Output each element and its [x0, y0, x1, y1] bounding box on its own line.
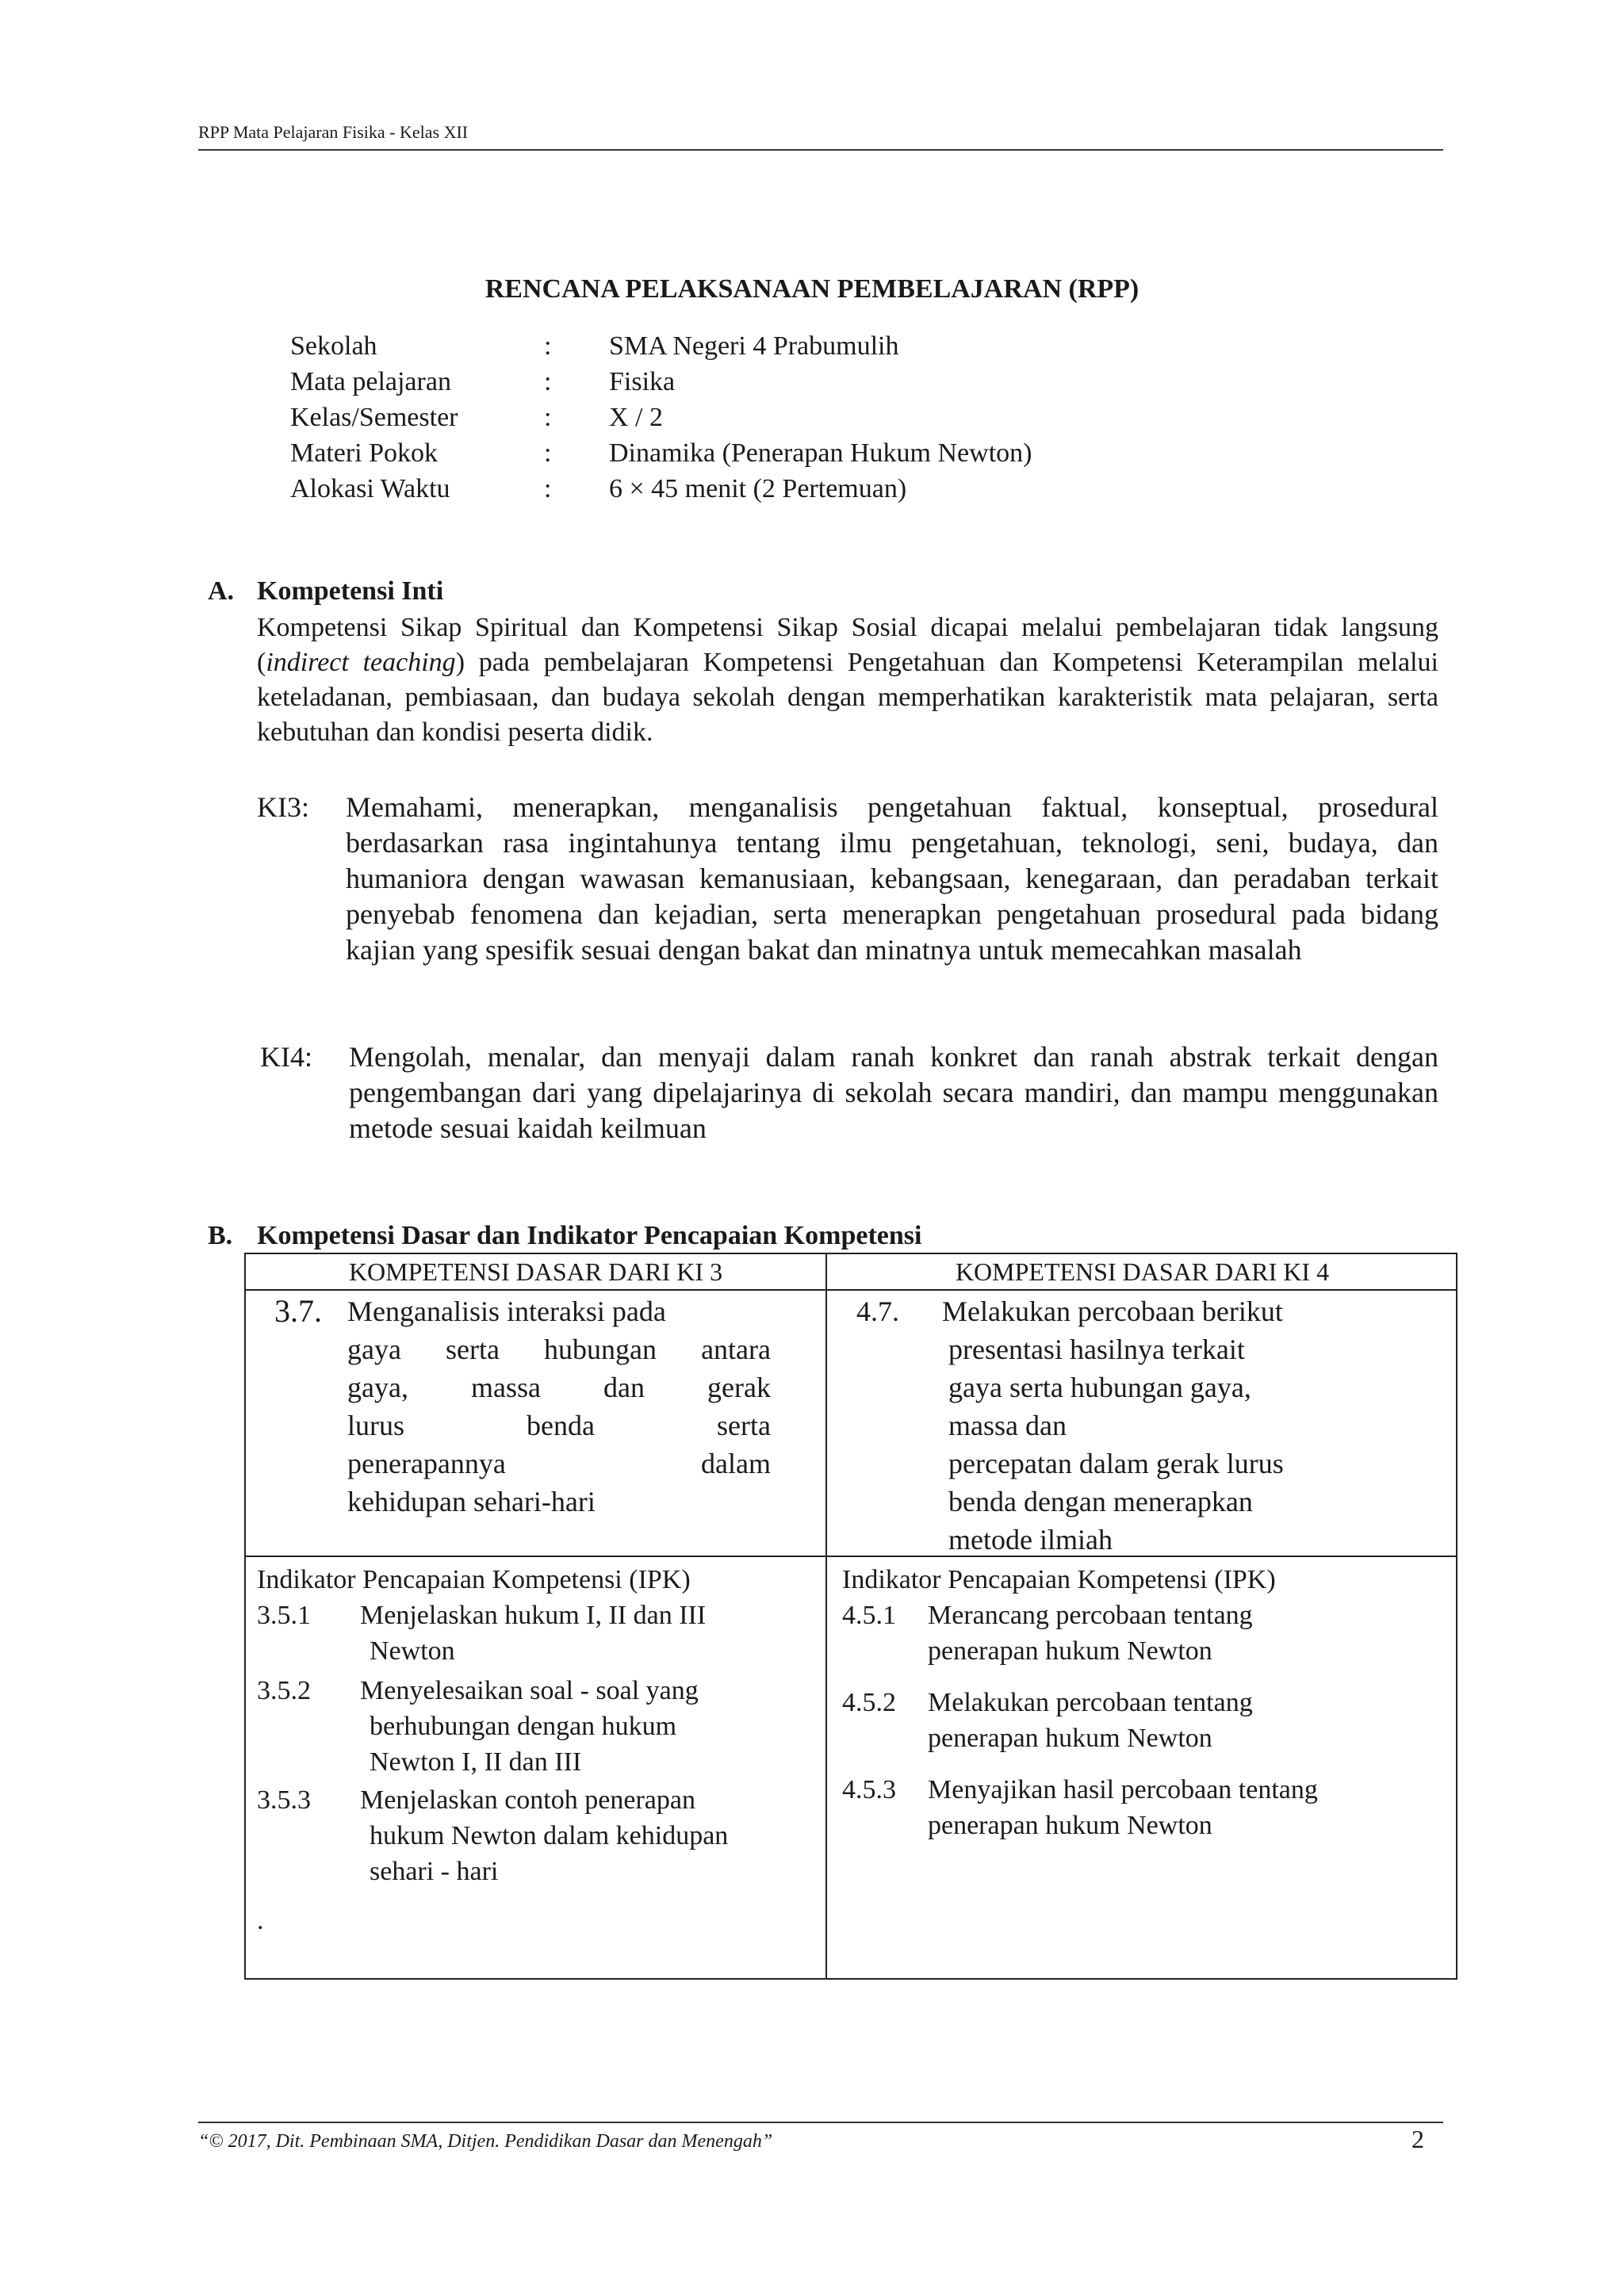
identity-label: Materi Pokok: [290, 438, 439, 468]
identity-separator: :: [544, 367, 552, 396]
identity-value: X / 2: [609, 403, 663, 432]
ipk-text: [928, 1598, 1443, 1669]
ipk3-cell: [257, 1562, 820, 1974]
ki4-item: [257, 1039, 1438, 1146]
identity-row-class: [290, 400, 1032, 435]
identity-value: Fisika: [609, 367, 676, 396]
kd4-line: metode ilmiah: [948, 1524, 1113, 1556]
kd3-text: [347, 1292, 771, 1521]
ipk-line: Newton: [370, 1636, 455, 1666]
ipk-number: 4.5.2: [842, 1688, 896, 1717]
kd4-text: [856, 1292, 1443, 1559]
ipk-line: Menyelesaikan soal - soal yang: [360, 1676, 699, 1705]
identity-label: Mata pelajaran: [290, 367, 451, 396]
kd3-line: gaya, massa dan gerak: [347, 1372, 771, 1403]
kd3-line: gaya serta hubungan antara: [347, 1334, 771, 1365]
ki4-column-header: KOMPETENSI DASAR DARI KI 4: [955, 1257, 1330, 1286]
ki3-item: [257, 790, 1438, 968]
kd3-number: 3.7.: [274, 1293, 322, 1329]
identity-row-subject: [290, 364, 1032, 400]
kd4-line: presentasi hasilnya terkait: [948, 1334, 1245, 1365]
identity-value: SMA Negeri 4 Prabumulih: [609, 331, 899, 361]
section-b-title: Kompetensi Dasar dan Indikator Pencapaian Kompetensi: [257, 1221, 922, 1250]
intro-text-italic: indirect teaching: [266, 648, 456, 677]
ipk3-header: Indikator Pencapaian Kompetensi (IPK): [257, 1565, 691, 1594]
identity-row-time: [290, 471, 1032, 507]
ipk-line: Menyajikan hasil percobaan tentang: [928, 1775, 1318, 1804]
section-a-intro-paragraph: [257, 610, 1438, 750]
ipk-line: hukum Newton dalam kehidupan: [370, 1821, 729, 1850]
ipk-line: Melakukan percobaan tentang: [928, 1688, 1253, 1717]
ipk-number: 4.5.1: [842, 1601, 896, 1630]
identity-label: Kelas/Semester: [290, 403, 458, 432]
section-a-heading: [208, 576, 443, 607]
running-header: RPP Mata Pelajaran Fisika - Kelas XII: [198, 122, 469, 142]
identity-value: Dinamika (Penerapan Hukum Newton): [609, 438, 1032, 468]
ipk-text: [928, 1685, 1443, 1756]
section-a-letter: A.: [208, 576, 235, 606]
ipk4-cell: [842, 1562, 1445, 1974]
identity-separator: :: [544, 438, 552, 468]
ipk-number: 3.5.3: [257, 1785, 311, 1815]
ki3-text: Memahami, menerapkan, menganalisis pengetahuan faktual, konseptual, prosedural berdasarkan rasa ingintahunya tentang ilmu pengetahuan, teknologi, seni, budaya, dan humaniora dengan wawasan kemanusiaan, kebangsaan, kenegaraan, dan peradaban terkait penyebab fenomena dan kejadian, serta menerapkan pengetahuan prosedural pada bidang kajian yang spesifik sesuai dengan bakat dan minatnya untuk memecahkan masalah: [346, 791, 1438, 966]
kd3-line: lurus benda serta: [347, 1410, 771, 1441]
kd3-line: Menganalisis interaksi pada: [347, 1295, 666, 1327]
footer-copyright: “© 2017, Dit. Pembinaan SMA, Ditjen. Pendidikan Dasar dan Menengah”: [198, 2131, 773, 2152]
ki3-label: KI3:: [257, 791, 309, 823]
intro-text-start: Kompetensi Sikap Spiritual dan Kompetensi Sikap Sosial dicapai melalui pembelajaran tidak langsung (: [257, 613, 1438, 677]
document-title: RENCANA PELAKSANAAN PEMBELAJARAN (RPP): [485, 274, 1139, 304]
identity-value: 6 × 45 menit (2 Pertemuan): [609, 474, 907, 503]
ipk-number: 4.5.3: [842, 1775, 896, 1804]
page-number: 2: [1411, 2125, 1424, 2153]
footer-divider: [198, 2122, 1443, 2123]
identity-separator: :: [544, 474, 552, 503]
ipk-text: [928, 1772, 1443, 1843]
ipk-line: Menjelaskan hukum I, II dan III: [360, 1601, 707, 1630]
intro-text-end: ) pada pembelajaran Kompetensi Pengetahuan dan Kompetensi Keterampilan melalui keteladanan, pembiasaan, dan budaya sekolah dengan memperhatikan karakteristik mata pelajaran, serta kebutuhan dan kondisi peserta didik.: [257, 648, 1438, 747]
kd4-line: Melakukan percobaan berikut: [942, 1295, 1283, 1327]
kd3-line: penerapannya dalam: [347, 1448, 771, 1479]
identity-table: [290, 328, 1032, 507]
ipk-text: [360, 1782, 820, 1889]
kd4-line: massa dan: [948, 1410, 1067, 1441]
ki4-label: KI4:: [260, 1041, 312, 1073]
ki3-column-header: KOMPETENSI DASAR DARI KI 3: [348, 1257, 723, 1286]
kd4-line: benda dengan menerapkan: [948, 1486, 1253, 1517]
identity-label: Sekolah: [290, 331, 377, 361]
ipk-line: Newton I, II dan III: [370, 1747, 582, 1777]
identity-row-topic: [290, 435, 1032, 471]
ipk-line: penerapan hukum Newton: [928, 1724, 1212, 1753]
ipk-line: penerapan hukum Newton: [928, 1636, 1212, 1666]
table-header-divider: [246, 1289, 1456, 1291]
ipk-number: 3.5.2: [257, 1676, 311, 1705]
identity-row-school: [290, 328, 1032, 364]
ipk-text: [360, 1673, 820, 1780]
kd4-number: 4.7.: [856, 1295, 899, 1327]
ipk-line: Menjelaskan contoh penerapan: [360, 1785, 695, 1815]
ki4-text: Mengolah, menalar, dan menyaji dalam ranah konkret dan ranah abstrak terkait dengan pengembangan dari yang dipelajarinya di sekolah secara mandiri, dan mampu menggunakan metode sesuai kaidah keilmuan: [349, 1041, 1438, 1144]
kd3-line: kehidupan sehari-hari: [347, 1486, 596, 1517]
section-b-heading: [208, 1221, 921, 1251]
ipk-line: penerapan hukum Newton: [928, 1811, 1212, 1840]
kd4-line: gaya serta hubungan gaya,: [948, 1372, 1251, 1403]
header-divider: [198, 149, 1443, 151]
section-b-letter: B.: [208, 1221, 233, 1250]
identity-label: Alokasi Waktu: [290, 474, 450, 503]
ipk3-trailing-mark: .: [257, 1906, 264, 1935]
ipk-line: Merancang percobaan tentang: [928, 1601, 1253, 1630]
ipk-number: 3.5.1: [257, 1601, 311, 1630]
ipk4-header: Indikator Pencapaian Kompetensi (IPK): [842, 1565, 1276, 1594]
ipk-line: berhubungan dengan hukum: [370, 1712, 677, 1741]
competency-table: [244, 1253, 1457, 1980]
ipk-text: [360, 1598, 820, 1669]
identity-separator: :: [544, 403, 552, 432]
table-column-divider: [825, 1254, 827, 1978]
kd4-line: percepatan dalam gerak lurus: [948, 1448, 1284, 1479]
section-a-title: Kompetensi Inti: [257, 576, 444, 606]
ipk-line: sehari - hari: [370, 1857, 499, 1886]
identity-separator: :: [544, 331, 552, 361]
